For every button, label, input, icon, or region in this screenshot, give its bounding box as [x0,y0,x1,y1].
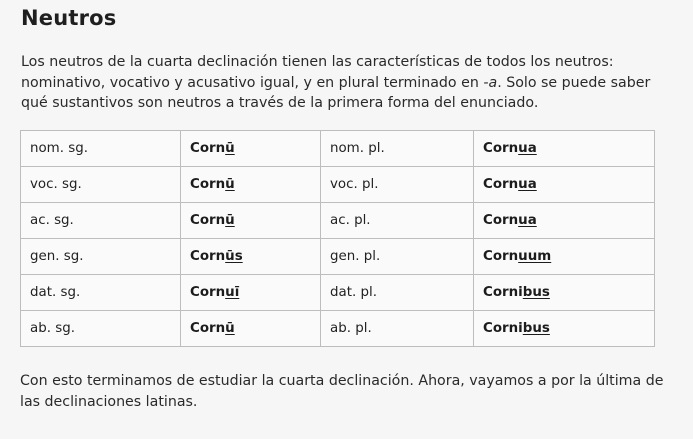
plural-stem: Corn [483,249,519,264]
plural-stem: Corn [483,177,519,192]
intro-text-end: . Solo se puede saber qué sustantivos son neutros a través de la primera forma del enunciado. [21,74,651,111]
plural-stem: Corn [483,141,519,156]
plural-case-text: nom. pl. [330,141,385,156]
table-row [21,203,655,239]
plural-case-label [321,239,474,275]
declension-table [20,130,655,347]
plural-case-label [321,275,474,311]
table-row [21,239,655,275]
plural-case-label [321,167,474,203]
table-row [21,167,655,203]
declension-table-body [21,131,655,347]
singular-case-label [21,167,181,203]
outro-paragraph: Con esto terminamos de estudiar la cuarta declinación. Ahora, vayamos a por la última de las declinaciones latinas. [20,373,664,410]
plural-case-label [321,311,474,347]
singular-form [181,167,321,203]
singular-case-label [21,203,181,239]
plural-case-text: dat. pl. [330,285,377,300]
plural-case-text: ac. pl. [330,213,371,228]
intro-text-start: Los neutros de la cuarta declinación tienen las características de todos los neutros: nominativo, vocativo y acusativo igual, y en plural terminado en [21,54,614,91]
plural-form [474,167,655,203]
table-row [21,131,655,167]
singular-case-label [21,311,181,347]
singular-form [181,203,321,239]
singular-stem: Corn [190,321,226,336]
singular-ending: ū [225,213,235,228]
singular-case-label [21,131,181,167]
singular-case-text: dat. sg. [30,285,81,300]
plural-ending: bus [522,285,550,300]
singular-stem: Corn [190,177,226,192]
plural-form [474,131,655,167]
plural-ending: bus [522,321,550,336]
plural-stem: Corni [483,285,523,300]
plural-form [474,311,655,347]
singular-form [181,131,321,167]
plural-case-text: ab. pl. [330,321,372,336]
intro-ending: -a [483,74,498,91]
singular-case-label [21,275,181,311]
plural-form [474,275,655,311]
plural-stem: Corn [483,213,519,228]
singular-case-text: nom. sg. [30,141,88,156]
plural-form [474,203,655,239]
singular-ending: ū [225,141,235,156]
singular-case-label [21,239,181,275]
singular-form [181,275,321,311]
plural-case-text: voc. pl. [330,177,379,192]
plural-stem: Corni [483,321,523,336]
plural-form [474,239,655,275]
singular-case-text: voc. sg. [30,177,82,192]
page-title: Neutros [21,6,117,30]
singular-ending: ūs [225,249,243,264]
singular-case-text: ac. sg. [30,213,74,228]
plural-case-label [321,131,474,167]
plural-case-text: gen. pl. [330,249,381,264]
plural-ending: uum [518,249,552,264]
singular-ending: uī [225,285,240,300]
singular-case-text: ab. sg. [30,321,75,336]
singular-form [181,311,321,347]
table-row [21,311,655,347]
table-row [21,275,655,311]
singular-stem: Corn [190,141,226,156]
singular-ending: ū [225,321,235,336]
singular-stem: Corn [190,249,226,264]
singular-stem: Corn [190,285,226,300]
plural-case-label [321,203,474,239]
singular-ending: ū [225,177,235,192]
singular-case-text: gen. sg. [30,249,84,264]
singular-form [181,239,321,275]
plural-ending: ua [518,213,537,228]
plural-ending: ua [518,177,537,192]
intro-paragraph [21,52,681,114]
singular-stem: Corn [190,213,226,228]
plural-ending: ua [518,141,537,156]
